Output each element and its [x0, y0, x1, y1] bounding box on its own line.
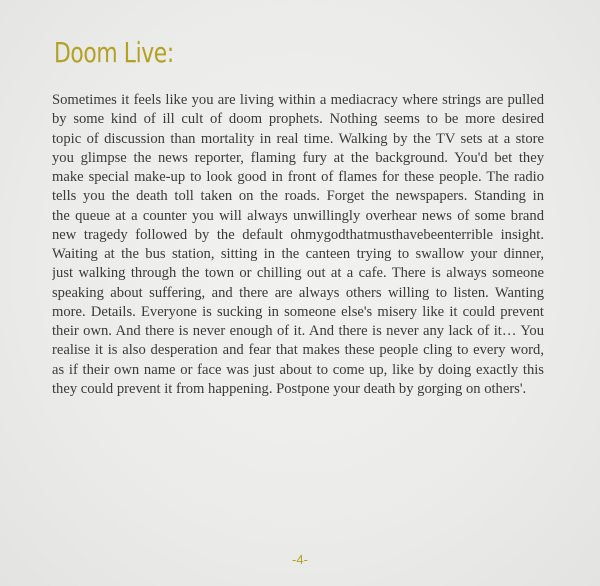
paragraph-line: Sometimes it feels like you are living within a mediacracy where strings are pulled	[52, 92, 544, 108]
paragraph-line: by some kind of ill cult of doom prophets. Nothing seems to be more desired	[52, 111, 544, 128]
body-paragraph	[52, 91, 544, 399]
paragraph-line: more. Details. Everyone is sucking in someone else's misery like it could prevent	[52, 303, 544, 320]
paragraph-line: their own. And there is never enough of it. And there is never any lack of it… You	[52, 323, 544, 339]
page-title: Doom Live:	[54, 36, 174, 69]
paragraph-line: speaking about suffering, and there are always others willing to listen. Wanting	[52, 284, 544, 301]
paragraph-line: they could prevent it from happening. Postpone your death by gorging on others'.	[52, 380, 527, 397]
paragraph-line: make special make-up to look good in front of flames for these people. The radio	[52, 169, 544, 185]
paragraph-line: new tragedy followed by the default ohmygodthatmusthavebeenterrible insight.	[52, 226, 544, 243]
paragraph-line: the queue at a counter you will always unwillingly overhear news of some brand	[52, 207, 544, 224]
paragraph-line: you glimpse the news reporter, flaming fury at the background. You'd bet they	[52, 149, 544, 166]
paragraph-line: just walking through the town or chilling out at a cafe. There is always someone	[52, 265, 544, 282]
paragraph-line: realise it is also desperation and fear that makes these people cling to every word,	[52, 342, 544, 359]
paragraph-line: as if their own name or face was just about to come up, like by doing exactly this	[52, 361, 544, 378]
paragraph-line: tells you the death toll taken on the roads. Forget the newspapers. Standing in	[52, 188, 544, 205]
paragraph-line: Waiting at the bus station, sitting in the canteen trying to swallow your dinner,	[52, 246, 544, 262]
paragraph-line: topic of discussion than mortality in real time. Walking by the TV sets at a store	[52, 130, 544, 147]
page-number: -4-	[292, 552, 308, 567]
